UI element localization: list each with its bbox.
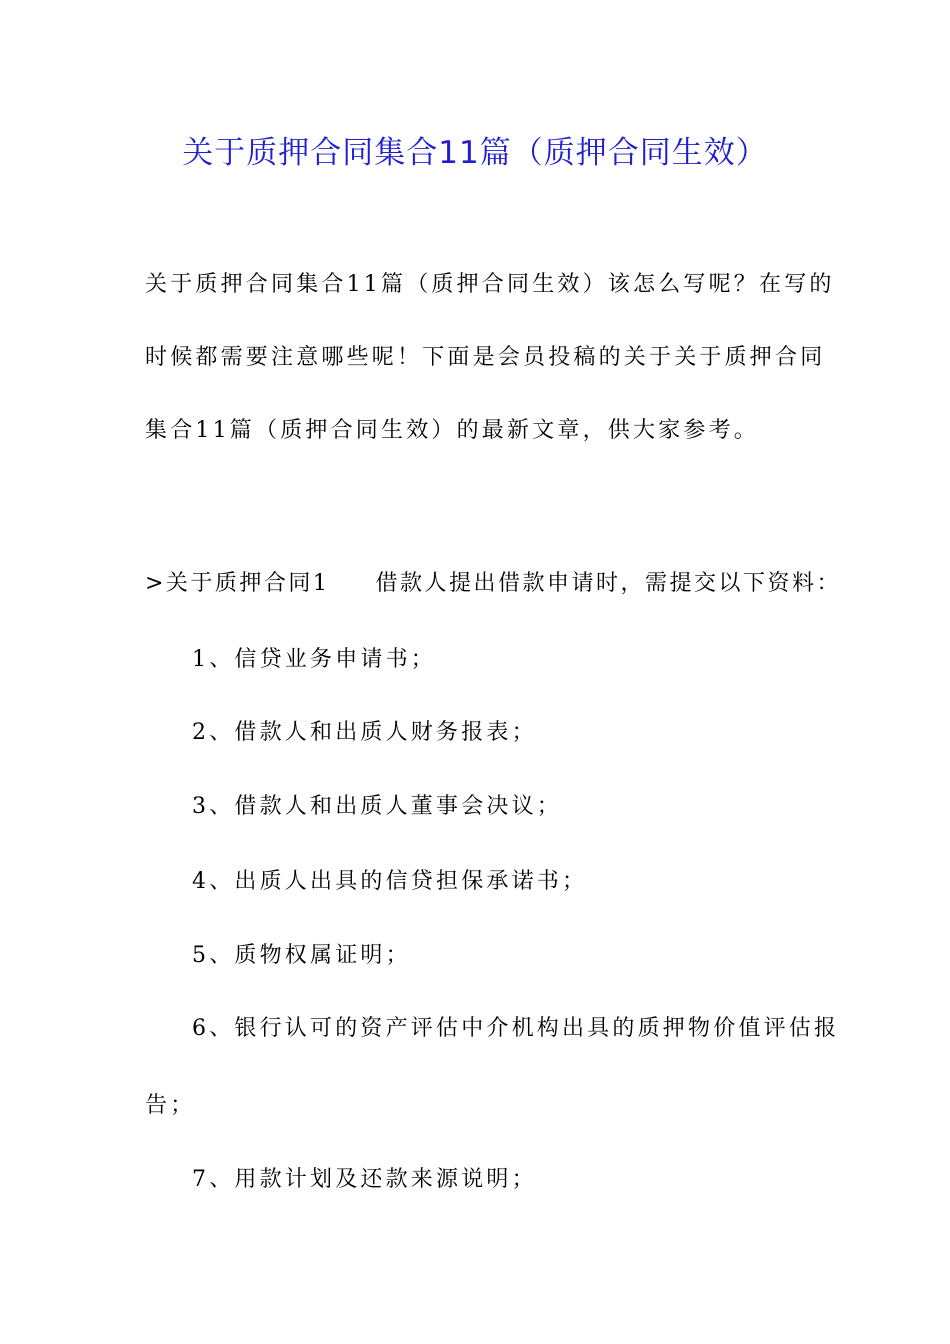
list-item: 3、借款人和出质人董事会决议； [192,794,562,819]
list-item: 5、质物权属证明； [192,943,411,968]
section-heading: >关于质押合同1 [145,571,330,596]
document-title: 关于质押合同集合11篇（质押合同生效） [182,135,768,171]
list-item: 2、借款人和出质人财务报表； [192,720,537,745]
list-item-continuation: 告； [145,1093,196,1118]
intro-line: 时候都需要注意哪些呢！下面是会员投稿的关于关于质押合同 [145,345,826,370]
list-item: 6、银行认可的资产评估中介机构出具的质押物价值评估报 [192,1016,840,1041]
intro-line: 关于质押合同集合11篇（质押合同生效）该怎么写呢？在写的 [145,272,835,297]
section-heading-row [145,569,841,599]
list-item: 7、用款计划及还款来源说明； [192,1167,537,1192]
list-item: 4、出质人出具的信贷担保承诺书； [192,869,588,894]
intro-line: 集合11篇（质押合同生效）的最新文章，供大家参考。 [145,418,759,443]
list-item: 1、信贷业务申请书； [192,647,436,672]
section-lead: 借款人提出借款申请时，需提交以下资料： [375,571,841,596]
